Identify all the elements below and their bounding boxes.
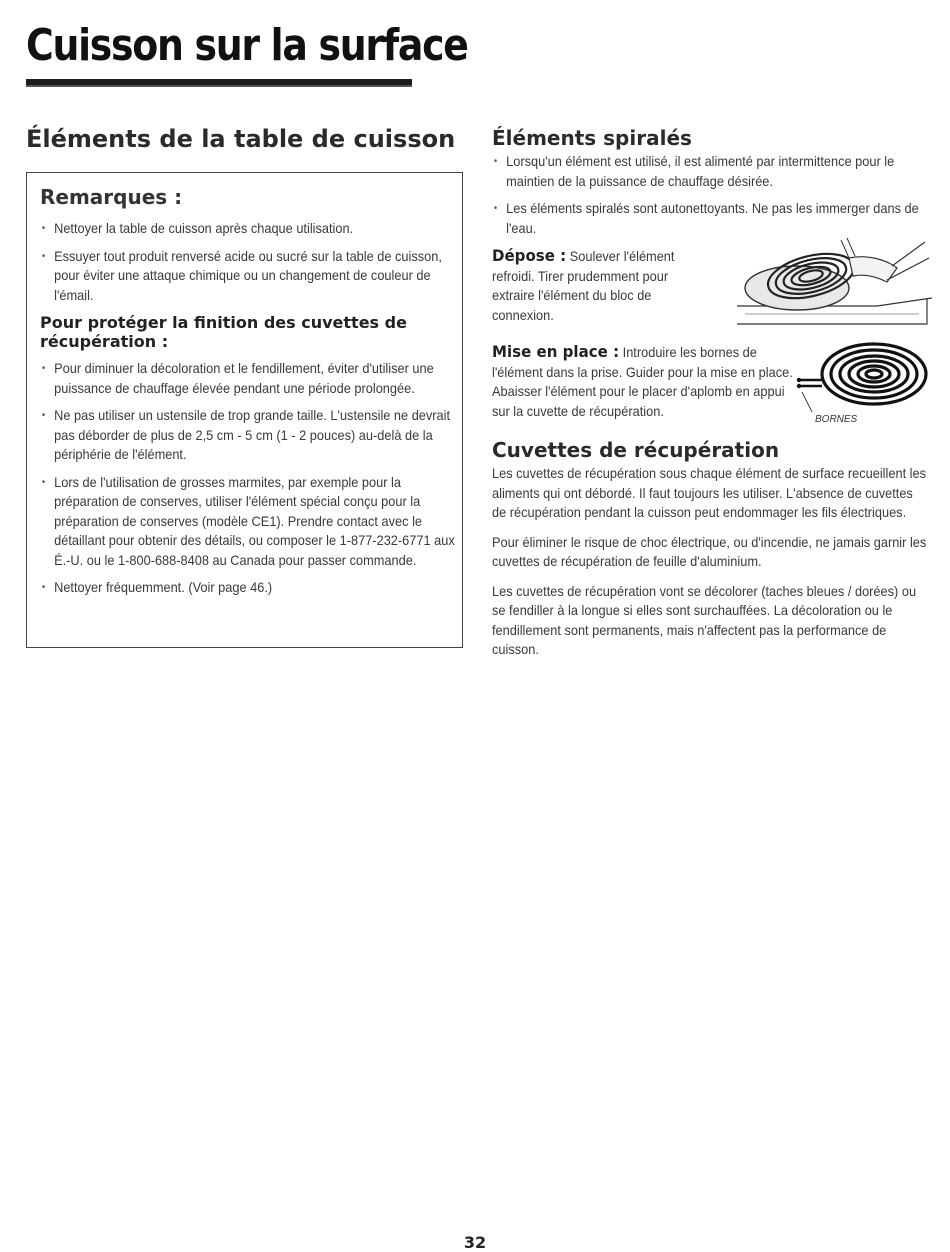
drip-paragraph-2: Pour éliminer le risque de choc électrique, ou d'incendie, ne jamais garnir les cuvettes de récupération de feuille d'aluminium. [492,534,927,569]
section-heading-drip-pans: Cuvettes de récupération [492,438,780,462]
list-item: • Nettoyer la table de cuisson après chaque utilisation. [40,219,465,239]
list-item: • Pour diminuer la décoloration et le fendillement, éviter d'utiliser une puissance de chauffage élevée pendant une période prolongée. [40,359,465,398]
removal-paragraph [492,246,689,325]
list-item: • Lorsqu'un élément est utilisé, il est alimenté par intermittence pour le maintien de la puissance de chauffage désirée. [492,152,945,191]
title-rule [26,79,412,87]
drip-paragraph-3: Les cuvettes de récupération vont se décolorer (taches bleues / dorées) ou se fendiller à la longue si elles sont surchauffées. La décoloration ou le fendillement sont permanents, mais n'affectent pas la performance de cuisson. [492,583,917,657]
removal-label: Dépose : [492,246,567,265]
page-title: Cuisson sur la surface [26,20,468,71]
page-number: 32 [463,1233,487,1252]
removal-instructions [492,246,932,338]
coil-elements-list [492,152,932,238]
notes-list [40,219,452,305]
coil-removal-illustration [737,236,932,336]
right-column [492,126,932,670]
install-instructions [492,342,932,438]
protect-finish-list [40,359,455,598]
notes-title: Remarques : [40,185,183,209]
list-item: • Ne pas utiliser un ustensile de trop grande taille. L'ustensile ne devrait pas déborder de plus de 2,5 cm - 5 cm (1 - 2 pouces) au-delà de la périphérie de l'élément. [40,406,465,465]
install-paragraph [492,342,802,421]
list-item: • Essuyer tout produit renversé acide ou sucré sur la table de cuisson, pour éviter une attaque chimique ou un changement de couleur de l'émail. [40,247,465,306]
section-heading-cooktop-elements: Éléments de la table de cuisson [26,125,456,153]
list-item: • Les éléments spiralés sont autonettoyants. Ne pas les immerger dans de l'eau. [492,199,945,238]
left-column [26,124,464,648]
install-label: Mise en place : [492,342,620,361]
removal-text: Soulever l'élément refroidi. Tirer prudemment pour extraire l'élément du bloc de connexion. [492,249,675,323]
terminals-label: BORNES [815,414,858,425]
list-item: • Lors de l'utilisation de grosses marmites, par exemple pour la préparation de conserves, utiliser l'élément spécial conçu pour la préparation de conserves (modèle CE1). Prendre contact avec le détaillant pour obtenir des détails, ou composer le 1-877-232-6771 aux É.-U. ou le 1-800-688-8408 au Canada pour passer commande. [40,473,465,571]
drip-paragraph-1: Les cuvettes de récupération sous chaque élément de surface recueillent les aliments qui ont débordé. Il faut toujours les utiliser. L'absence de cuvettes de récupération pendant la cuisson peut endommager les fils électriques. [492,466,927,520]
install-text: Introduire les bornes de l'élément dans la prise. Guider pour la mise en place. Abaisser l'élément pour le placer d'aplomb en appui sur la cuvette de récupération. [492,345,793,419]
protect-finish-subheading: Pour protéger la finition des cuvettes de récupération : [40,313,407,351]
coil-terminals-illustration [792,336,932,428]
list-item: • Nettoyer fréquemment. (Voir page 46.) [40,578,465,598]
notes-box [26,172,463,648]
section-heading-coil-elements: Éléments spiralés [492,126,692,150]
